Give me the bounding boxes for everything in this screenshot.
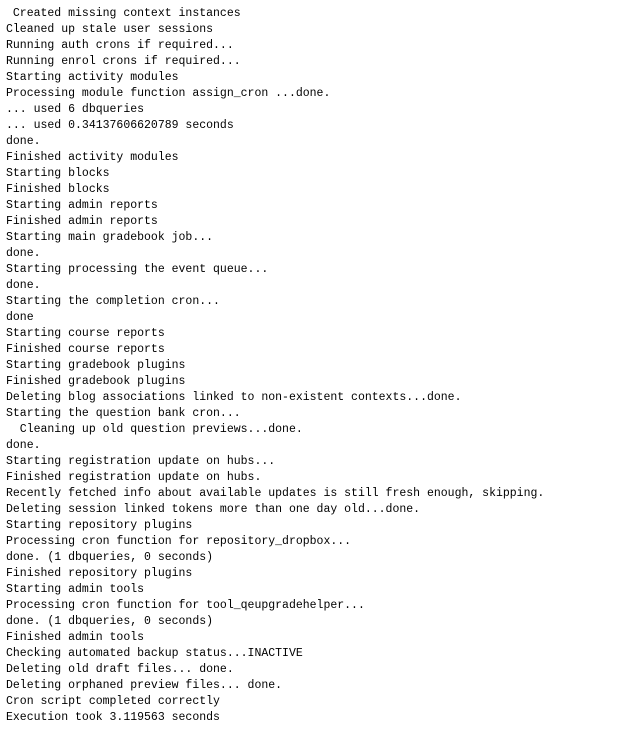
log-line: done [6,311,34,324]
log-line: Starting the question bank cron... [6,407,241,420]
log-line: Starting blocks [6,167,110,180]
log-line: Checking automated backup status...INACTIVE [6,647,303,660]
log-line: Recently fetched info about available updates is still fresh enough, skipping. [6,487,545,500]
log-line: Processing cron function for repository_dropbox... [6,535,352,548]
log-line: done. [6,135,41,148]
log-line: Starting course reports [6,327,165,340]
log-line: Starting the completion cron... [6,295,220,308]
log-line: Running auth crons if required... [6,39,234,52]
log-line: Created missing context instances [6,7,241,20]
log-line: Starting repository plugins [6,519,193,532]
log-line: Deleting blog associations linked to non-existent contexts...done. [6,391,462,404]
log-line: Cron script completed correctly [6,695,220,708]
log-line: Finished blocks [6,183,110,196]
log-line: Processing module function assign_cron ...done. [6,87,331,100]
log-line: done. (1 dbqueries, 0 seconds) [6,551,214,564]
log-line: Starting processing the event queue... [6,263,269,276]
log-line: Processing cron function for tool_qeupgradehelper... [6,599,365,612]
log-line: Starting main gradebook job... [6,231,214,244]
log-line: done. [6,247,41,260]
log-line: Finished activity modules [6,151,179,164]
cron-output-log [6,6,634,726]
log-line: Execution took 3.119563 seconds [6,711,220,724]
log-line: Cleaned up stale user sessions [6,23,214,36]
log-line: Cleaning up old question previews...done. [6,423,303,436]
log-line: ... used 6 dbqueries [6,103,145,116]
log-line: Starting registration update on hubs... [6,455,276,468]
log-line: done. [6,439,41,452]
log-line: Deleting session linked tokens more than one day old...done. [6,503,421,516]
log-line: Finished registration update on hubs. [6,471,262,484]
log-line: done. (1 dbqueries, 0 seconds) [6,615,214,628]
log-line: ... used 0.34137606620789 seconds [6,119,234,132]
log-line: Finished admin reports [6,215,158,228]
log-line: Starting admin reports [6,199,158,212]
log-line: Starting gradebook plugins [6,359,186,372]
log-line: Running enrol crons if required... [6,55,241,68]
log-line: Deleting old draft files... done. [6,663,234,676]
log-line: Starting admin tools [6,583,145,596]
log-line: Finished repository plugins [6,567,193,580]
log-line: Starting activity modules [6,71,179,84]
log-line: Finished admin tools [6,631,145,644]
log-line: Deleting orphaned preview files... done. [6,679,283,692]
log-line: Finished course reports [6,343,165,356]
log-line: done. [6,279,41,292]
log-line: Finished gradebook plugins [6,375,186,388]
